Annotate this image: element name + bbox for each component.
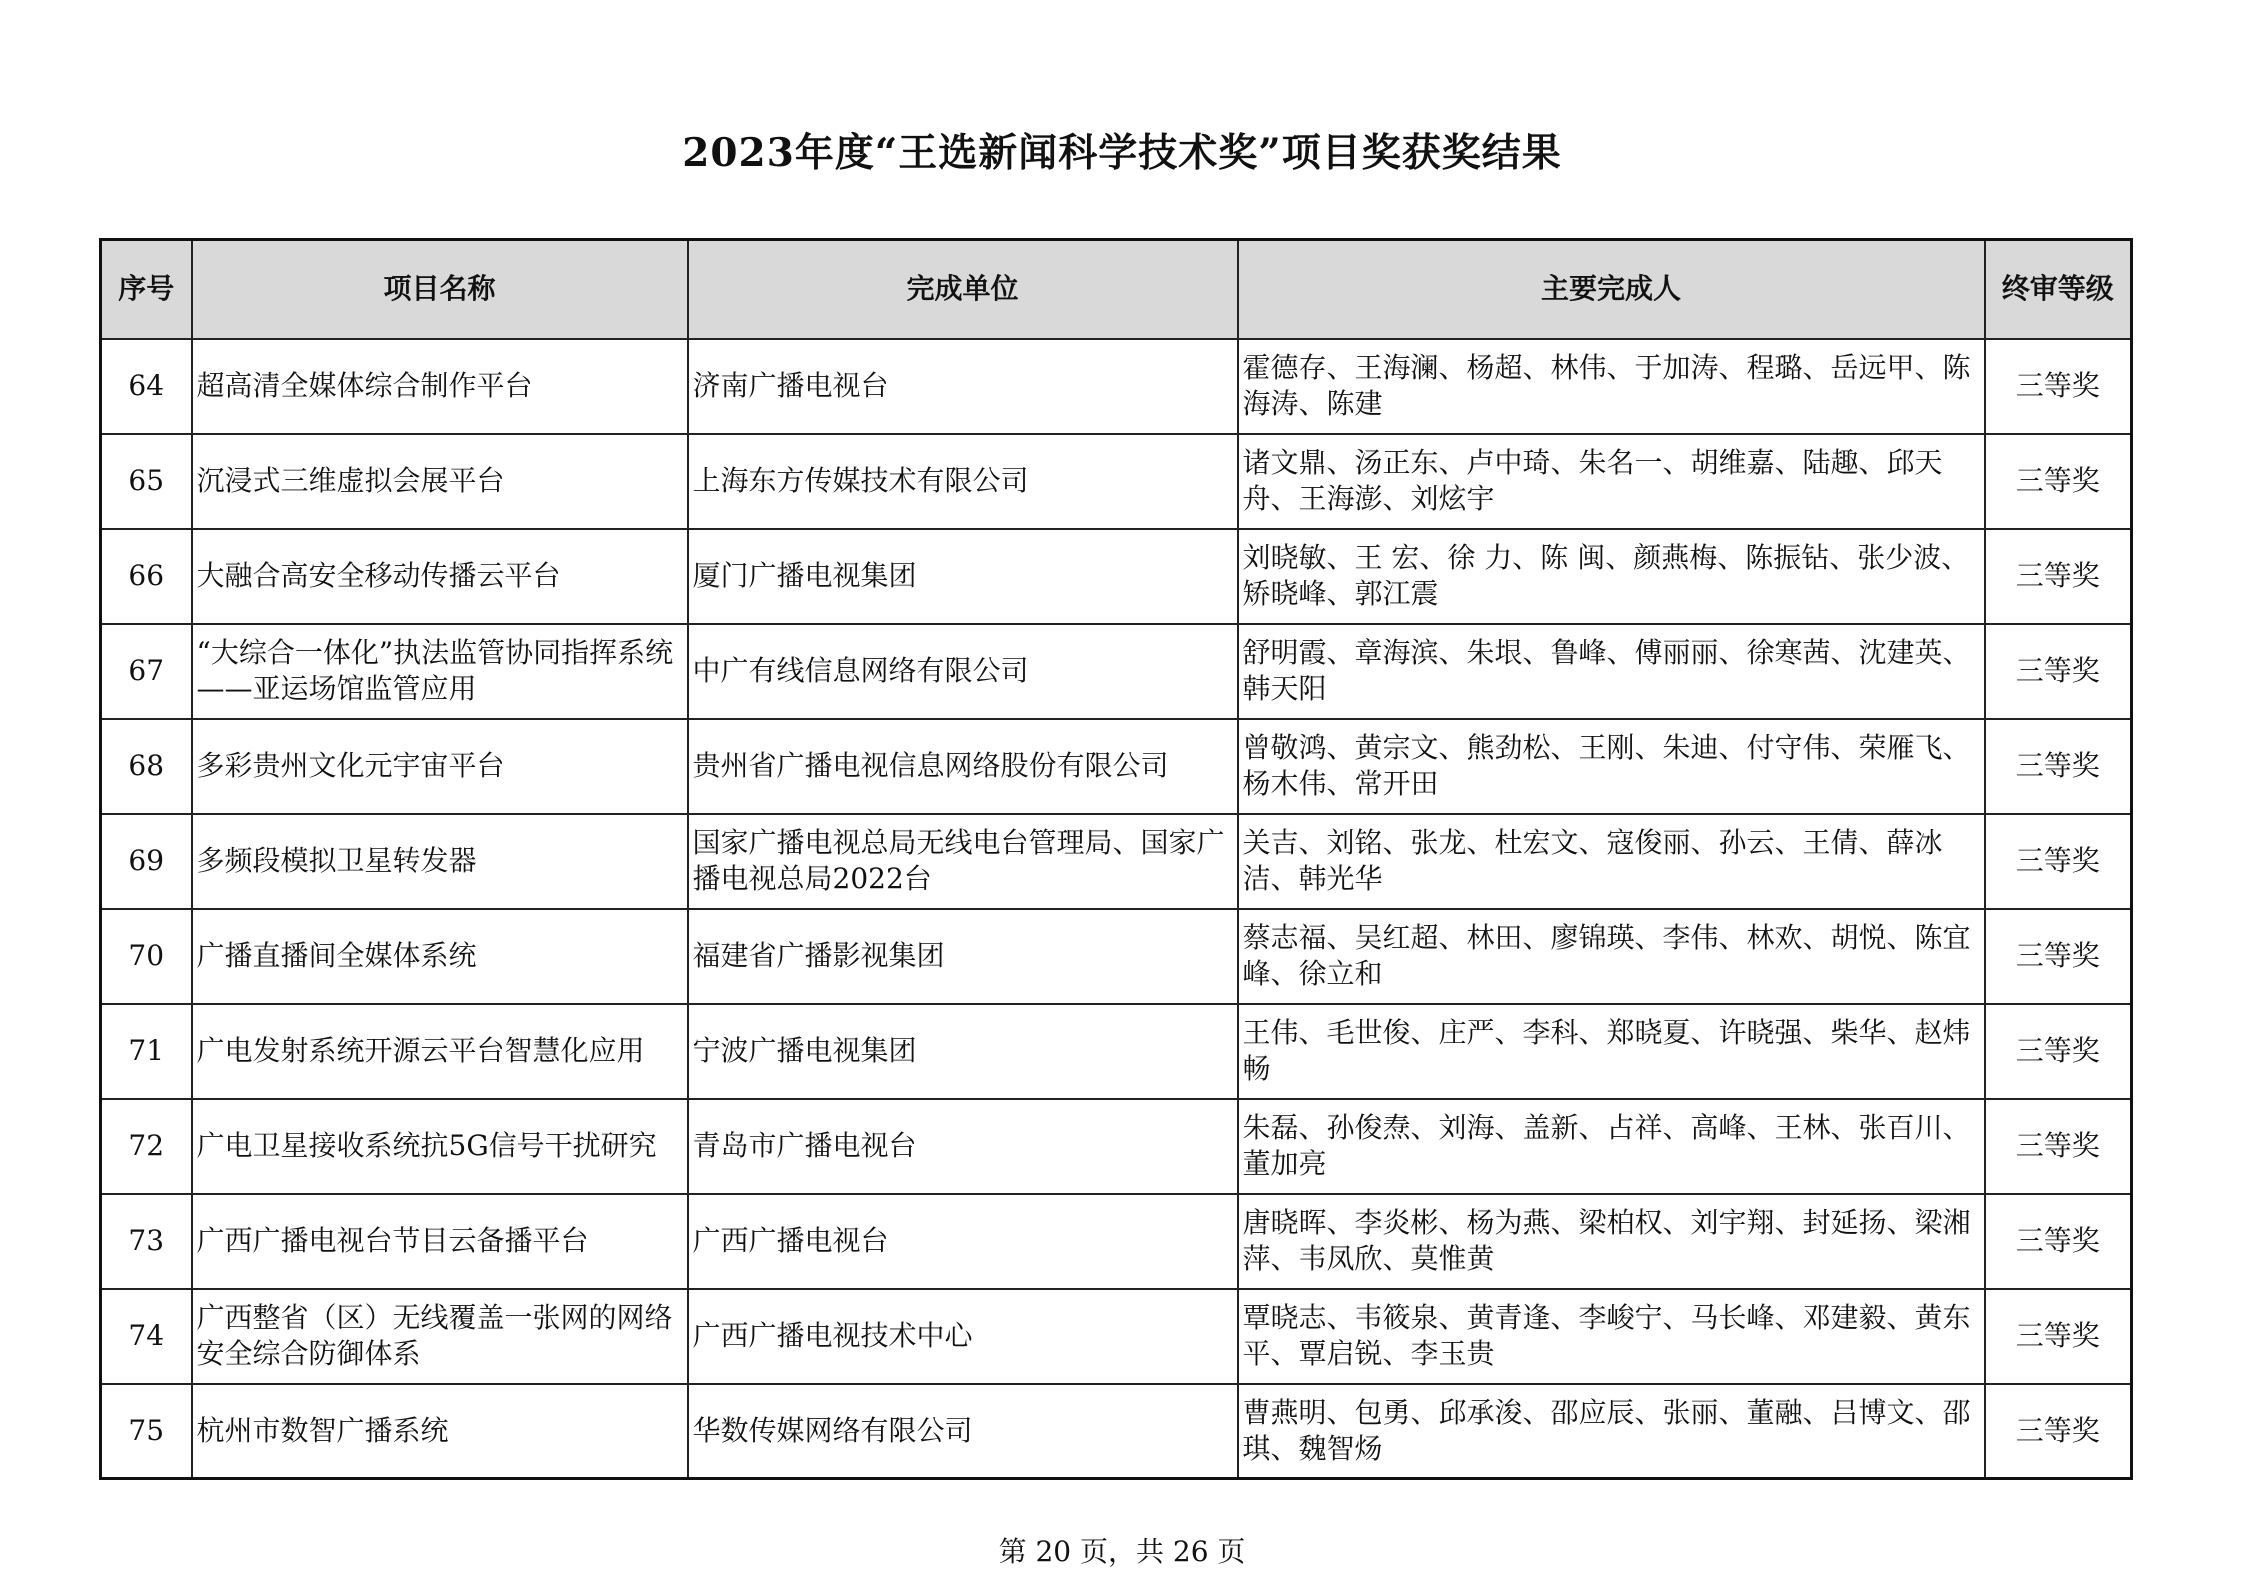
table-row <box>101 1004 2132 1099</box>
row-grade: 三等奖 <box>1985 1289 2132 1384</box>
row-project-name: 广电发射系统开源云平台智慧化应用 <box>192 1004 688 1099</box>
header-people: 主要完成人 <box>1238 240 1985 339</box>
row-people: 关吉、刘铭、张龙、杜宏文、寇俊丽、孙云、王倩、薛冰洁、韩光华 <box>1238 814 1985 909</box>
table-row <box>101 719 2132 814</box>
row-no: 70 <box>101 909 192 1004</box>
row-people: 曾敬鸿、黄宗文、熊劲松、王刚、朱迪、付守伟、荣雁飞、杨木伟、常开田 <box>1238 719 1985 814</box>
row-project-name: 大融合高安全移动传播云平台 <box>192 529 688 624</box>
row-project-name: 多频段模拟卫星转发器 <box>192 814 688 909</box>
row-grade: 三等奖 <box>1985 339 2132 434</box>
table-row <box>101 814 2132 909</box>
row-grade: 三等奖 <box>1985 1384 2132 1479</box>
row-no: 74 <box>101 1289 192 1384</box>
row-unit: 华数传媒网络有限公司 <box>688 1384 1238 1479</box>
header-no: 序号 <box>101 240 192 339</box>
row-no: 64 <box>101 339 192 434</box>
header-grade: 终审等级 <box>1985 240 2132 339</box>
row-people: 舒明霞、章海滨、朱垠、鲁峰、傅丽丽、徐寒茜、沈建英、韩天阳 <box>1238 624 1985 719</box>
table-row <box>101 624 2132 719</box>
row-project-name: 广西整省（区）无线覆盖一张网的网络安全综合防御体系 <box>192 1289 688 1384</box>
row-unit: 厦门广播电视集团 <box>688 529 1238 624</box>
table-row <box>101 1384 2132 1479</box>
table-row <box>101 1289 2132 1384</box>
row-no: 71 <box>101 1004 192 1099</box>
row-project-name: 超高清全媒体综合制作平台 <box>192 339 688 434</box>
row-no: 67 <box>101 624 192 719</box>
row-grade: 三等奖 <box>1985 1194 2132 1289</box>
row-unit: 上海东方传媒技术有限公司 <box>688 434 1238 529</box>
header-unit: 完成单位 <box>688 240 1238 339</box>
row-project-name: 多彩贵州文化元宇宙平台 <box>192 719 688 814</box>
row-unit: 青岛市广播电视台 <box>688 1099 1238 1194</box>
row-unit: 国家广播电视总局无线电台管理局、国家广播电视总局2022台 <box>688 814 1238 909</box>
table-row <box>101 1194 2132 1289</box>
row-unit: 贵州省广播电视信息网络股份有限公司 <box>688 719 1238 814</box>
row-unit: 广西广播电视技术中心 <box>688 1289 1238 1384</box>
row-grade: 三等奖 <box>1985 814 2132 909</box>
row-project-name: 广西广播电视台节目云备播平台 <box>192 1194 688 1289</box>
row-grade: 三等奖 <box>1985 719 2132 814</box>
table-row <box>101 909 2132 1004</box>
row-project-name: “大综合一体化”执法监管协同指挥系统——亚运场馆监管应用 <box>192 624 688 719</box>
row-project-name: 沉浸式三维虚拟会展平台 <box>192 434 688 529</box>
table-row <box>101 339 2132 434</box>
row-no: 75 <box>101 1384 192 1479</box>
row-grade: 三等奖 <box>1985 624 2132 719</box>
row-people: 朱磊、孙俊焘、刘海、盖新、占祥、高峰、王林、张百川、董加亮 <box>1238 1099 1985 1194</box>
row-unit: 中广有线信息网络有限公司 <box>688 624 1238 719</box>
row-grade: 三等奖 <box>1985 529 2132 624</box>
awards-table <box>99 238 2133 1480</box>
row-grade: 三等奖 <box>1985 1099 2132 1194</box>
row-people: 刘晓敏、王 宏、徐 力、陈 闽、颜燕梅、陈振钻、张少波、矫晓峰、郭江震 <box>1238 529 1985 624</box>
row-unit: 福建省广播影视集团 <box>688 909 1238 1004</box>
page-footer: 第 20 页，共 26 页 <box>998 1535 1246 1568</box>
row-no: 72 <box>101 1099 192 1194</box>
row-people: 覃晓志、韦筱泉、黄青逢、李峻宁、马长峰、邓建毅、黄东平、覃启锐、李玉贵 <box>1238 1289 1985 1384</box>
row-no: 66 <box>101 529 192 624</box>
row-people: 诸文鼎、汤正东、卢中琦、朱名一、胡维嘉、陆趣、邱天舟、王海澎、刘炫宇 <box>1238 434 1985 529</box>
header-project-name: 项目名称 <box>192 240 688 339</box>
row-no: 69 <box>101 814 192 909</box>
row-people: 霍德存、王海澜、杨超、林伟、于加涛、程璐、岳远甲、陈海涛、陈建 <box>1238 339 1985 434</box>
table-row <box>101 529 2132 624</box>
row-people: 蔡志福、吴红超、林田、廖锦瑛、李伟、林欢、胡悦、陈宜峰、徐立和 <box>1238 909 1985 1004</box>
row-unit: 济南广播电视台 <box>688 339 1238 434</box>
row-project-name: 广电卫星接收系统抗5G信号干扰研究 <box>192 1099 688 1194</box>
row-no: 68 <box>101 719 192 814</box>
row-no: 73 <box>101 1194 192 1289</box>
row-grade: 三等奖 <box>1985 434 2132 529</box>
row-people: 王伟、毛世俊、庄严、李科、郑晓夏、许晓强、柴华、赵炜畅 <box>1238 1004 1985 1099</box>
row-project-name: 杭州市数智广播系统 <box>192 1384 688 1479</box>
row-unit: 宁波广播电视集团 <box>688 1004 1238 1099</box>
row-project-name: 广播直播间全媒体系统 <box>192 909 688 1004</box>
table-row <box>101 434 2132 529</box>
table-header-row <box>101 240 2132 339</box>
row-no: 65 <box>101 434 192 529</box>
row-grade: 三等奖 <box>1985 1004 2132 1099</box>
page-title: 2023年度“王选新闻科学技术奖”项目奖获奖结果 <box>682 130 1562 176</box>
row-people: 曹燕明、包勇、邱承浚、邵应辰、张丽、董融、吕博文、邵琪、魏智炀 <box>1238 1384 1985 1479</box>
row-people: 唐晓晖、李炎彬、杨为燕、梁柏权、刘宇翔、封延扬、梁湘萍、韦凤欣、莫惟黄 <box>1238 1194 1985 1289</box>
row-unit: 广西广播电视台 <box>688 1194 1238 1289</box>
row-grade: 三等奖 <box>1985 909 2132 1004</box>
table-row <box>101 1099 2132 1194</box>
